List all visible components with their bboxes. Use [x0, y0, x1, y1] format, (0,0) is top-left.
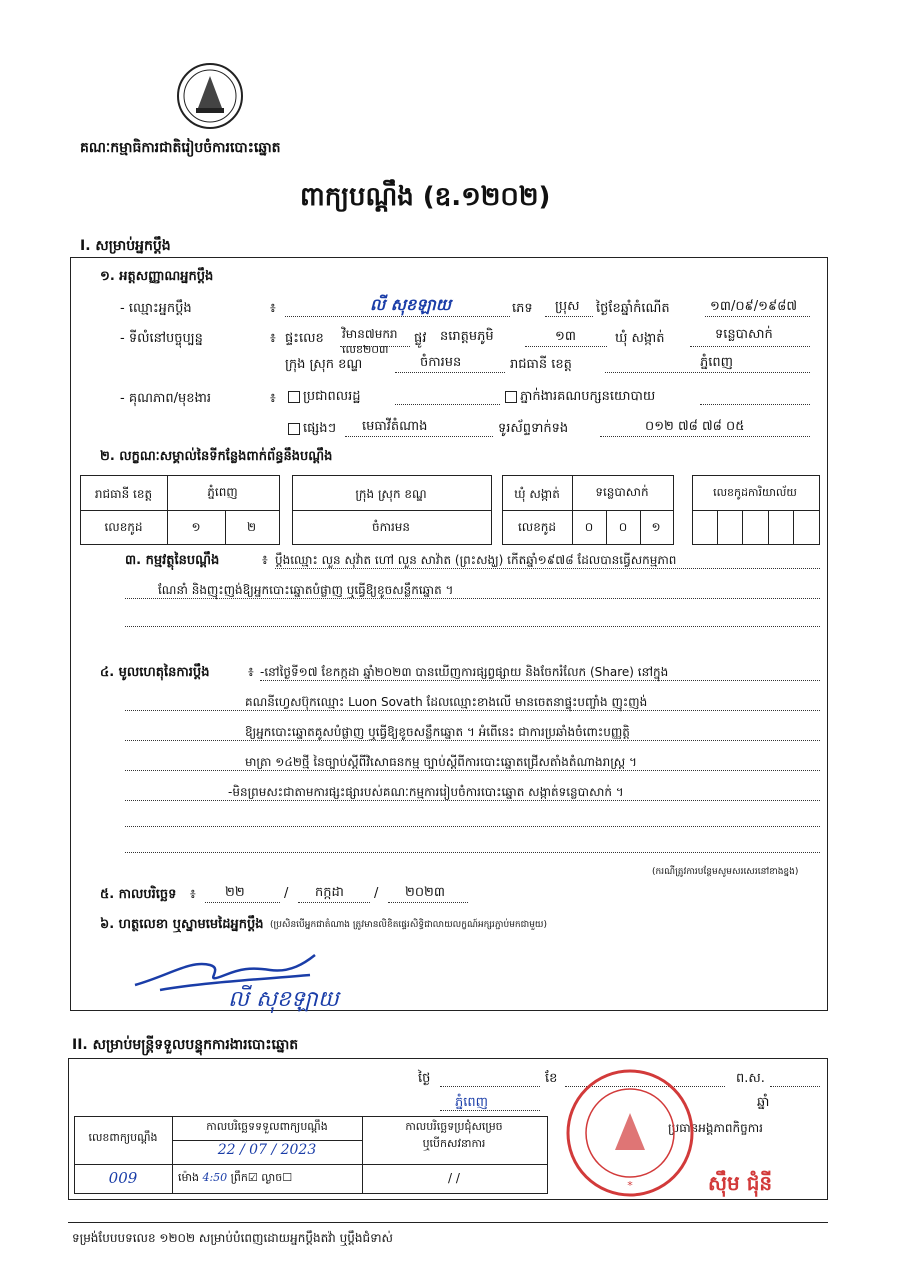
- role-party-checkbox[interactable]: ភ្នាក់ងារគណបក្សនយោបាយ: [505, 388, 655, 407]
- table-col-received-date: កាលបរិច្ឆេទទទួលពាក្យបណ្ដឹង: [206, 1120, 328, 1133]
- meeting-date: / /: [448, 1171, 460, 1185]
- dob-value: ១៣/០៩/១៩៨៧: [710, 299, 798, 314]
- morning-checkbox[interactable]: ព្រឹក☑: [230, 1171, 258, 1184]
- reason-title: ៤. មូលហេតុនៃការប្ដឹង: [100, 665, 210, 680]
- table-col-decision-l2: ឬបើកសវនាការ: [422, 1137, 486, 1150]
- received-date: 22 / 07 / 2023: [217, 1142, 317, 1158]
- location-title: ២. លក្ខណៈសម្គាល់នៃទីកន្លែងពាក់ព័ន្ធនឹងបណ្ដឹង: [100, 449, 333, 464]
- time-label: ម៉ោង: [178, 1171, 199, 1184]
- province-code-label: លេខកូដ: [104, 520, 143, 534]
- nec-logo: [176, 62, 244, 130]
- role-label: - គុណភាព/មុខងារ: [120, 391, 211, 406]
- loc-district-value: ចំការមន: [371, 520, 411, 534]
- commune-value: ទន្លេបាសាក់: [715, 327, 773, 342]
- place-value: ភ្នំពេញ: [455, 1095, 489, 1110]
- section2-heading: II. សម្រាប់មន្ត្រីទទួលបន្ទុកការងារបោះឆ្នោត: [72, 1037, 299, 1053]
- phone-label: ទូរស័ព្ទទាក់ទង: [498, 421, 569, 436]
- loc-province-label: រាជធានី ខេត្ត: [94, 487, 153, 501]
- date-month-label: ខែ: [545, 1071, 558, 1086]
- time-value: 4:50: [202, 1171, 228, 1184]
- loc-province-value: ភ្នំពេញ: [207, 485, 238, 499]
- commune-code-label: លេខកូដ: [517, 520, 557, 534]
- sex-value: ប្រុស: [555, 299, 580, 314]
- reason-line-1: -នៅថ្ងៃទី១៧ ខែកក្កដា ឆ្នាំ២០២៣ បានឃើញការផ្សព្វផ្សាយ និងចែករំលែក (Share) នៅក្នុង: [260, 665, 669, 679]
- identity-title: ១. អត្តសញ្ញាណអ្នកប្ដឹង: [100, 269, 214, 284]
- district-value: ចំការមន: [420, 355, 462, 370]
- date-year: ២០២៣: [405, 885, 445, 900]
- date-title: ៥. កាលបរិច្ឆេទ: [100, 887, 177, 902]
- svg-text:*: *: [627, 1179, 633, 1192]
- loc-commune-label: ឃុំ សង្កាត់: [514, 487, 560, 501]
- time-row: [178, 1171, 292, 1187]
- table-col-decision-l1: កាលបរិច្ឆេទប្រជុំសម្រេច: [405, 1120, 503, 1133]
- role-other-value: មេធាវីតំណាង: [362, 419, 428, 434]
- subject-text-1: ប្ដឹងឈ្មោះ លួន សុវ៉ាត ហៅ លួន សាវ៉ាត (ព្រះសង្ឃ) កើតឆ្នាំ១៩៧៨ ដែលបានធ្វើសកម្មភាព: [275, 553, 677, 567]
- sex-label: ភេទ: [512, 301, 533, 316]
- section1-heading: I. សម្រាប់អ្នកប្ដឹង: [80, 238, 171, 254]
- street-value: នរោត្តមភូមិ: [440, 329, 494, 344]
- role-other-checkbox[interactable]: ផ្សេងៗ: [288, 420, 336, 439]
- subject-title: ៣. កម្មវត្ថុនៃបណ្ដឹង: [125, 553, 220, 568]
- reason-line-3: ឱ្យអ្នកបោះឆ្នោតគូសបំផ្លាញ ឬធ្វើឱ្យខូចសន្លឹកឆ្នោត ។ អំពើនេះ ជាការប្រឆាំងចំពោះបញ្ញត្តិ: [245, 725, 630, 739]
- date-day-label: ថ្ងៃ: [418, 1071, 431, 1086]
- sign-note: (ប្រសិនបើអ្នកជាតំណាង ត្រូវមានលិខិតផ្ទេរសិទ្ធិជាលាយលក្ខណ៍អក្សរភ្ជាប់មកជាមួយ): [270, 920, 547, 930]
- loc-district-label: ក្រុង ស្រុក ខណ្ឌ: [355, 487, 427, 501]
- reason-line-4: មាត្រា ១៤២ថ្មី នៃច្បាប់ស្ដីពីវិសោធនកម្ម ច្បាប់ស្ដីពីការបោះឆ្នោតជ្រើសតាំងតំណាងរាស្ត្រ ។: [245, 755, 637, 769]
- province-code-1: ១: [191, 520, 201, 534]
- district-label: ក្រុង ស្រុក ខណ្ឌ: [285, 357, 363, 372]
- role-citizen-checkbox[interactable]: ប្រជាពលរដ្ឋ: [288, 388, 361, 407]
- date-month: កក្កដា: [315, 885, 344, 900]
- address-label: - ទីលំនៅបច្ចុប្បន្ន: [120, 331, 203, 346]
- commune-code-1: ០: [584, 520, 594, 534]
- reason-line-2: គណនីហ្វេសប៊ុកឈ្មោះ Luon Sovath ដែលឈ្មោះខាងលើ មានចេតនាផ្ទុះបញ្ចាំង ញុះញង់: [245, 695, 648, 709]
- village-value: ១៣: [555, 329, 576, 344]
- house-value: វិមាន៧មករា: [342, 327, 398, 341]
- province-label: រាជធានី ខេត្ត: [510, 357, 572, 372]
- province-value: ភ្នំពេញ: [700, 355, 734, 370]
- name-label: - ឈ្មោះអ្នកប្ដឹង: [120, 301, 192, 316]
- dob-label: ថ្ងៃខែឆ្នាំកំណើត: [596, 301, 670, 316]
- section2-year-label: ឆ្នាំ: [757, 1095, 770, 1110]
- official-stamp: [555, 1065, 705, 1200]
- commune-label: ឃុំ សង្កាត់: [615, 331, 665, 346]
- loc-office-label: លេខកូដការិយាល័យ: [713, 486, 797, 499]
- reason-note: (ករណីត្រូវការបន្ថែមសូមសរសេរនៅខាងខ្នង): [652, 867, 799, 877]
- loc-commune-value: ទន្លេបាសាក់: [595, 485, 649, 499]
- date-day: ២២: [225, 885, 245, 900]
- address-note: លេខ២០៣: [342, 343, 389, 356]
- be-label: ព.ស.: [736, 1071, 765, 1086]
- commune-code-3: ១: [651, 520, 661, 534]
- evening-checkbox[interactable]: ល្ងាច☐: [261, 1171, 293, 1184]
- org-name: គណៈកម្មាធិការជាតិរៀបចំការបោះឆ្នោត: [80, 140, 281, 156]
- sign-title: ៦. ហត្ថលេខា ឬស្នាមមេដៃអ្នកប្ដឹង: [100, 917, 264, 932]
- reason-line-5: -មិនព្រមសះជាតាមការផ្សះផ្សារបស់គណៈកម្មការរៀបចំការបោះឆ្នោត សង្កាត់ទន្លេបាសាក់ ។: [228, 785, 624, 799]
- house-label: ផ្ទះលេខ: [285, 331, 324, 346]
- official-title: ប្រធានអង្គភាពកិច្ចការ: [668, 1121, 763, 1135]
- phone-value: ០១២ ៧៨ ៧៨ ០៥: [645, 419, 745, 434]
- province-code-2: ២: [246, 520, 257, 534]
- footer-note: ទម្រង់បែបបទលេខ ១២០២ សម្រាប់បំពេញដោយអ្នកប្ដឹងតវ៉ា ឬប្ដឹងជំទាស់: [72, 1231, 393, 1245]
- commune-code-2: ០: [618, 520, 628, 534]
- table-col-complaint-no: លេខពាក្យបណ្ដឹង: [88, 1131, 158, 1144]
- signature-name: លី សុខឡាយ: [228, 987, 339, 1012]
- name-value: លី សុខឡាយ: [370, 295, 451, 314]
- official-name: ស៊ឹម ជុំនី: [708, 1171, 773, 1195]
- subject-text-2: ណែនាំ និងញុះញង់ឱ្យអ្នកបោះឆ្នោតបំផ្លាញ ឬធ្វើឱ្យខូចសន្លឹកឆ្នោត ។: [158, 583, 454, 597]
- street-label: ផ្លូវ: [414, 331, 427, 346]
- form-title: ពាក្យបណ្ដឹង (ឧ.១២០២): [300, 182, 551, 212]
- complaint-no: 009: [108, 1169, 138, 1187]
